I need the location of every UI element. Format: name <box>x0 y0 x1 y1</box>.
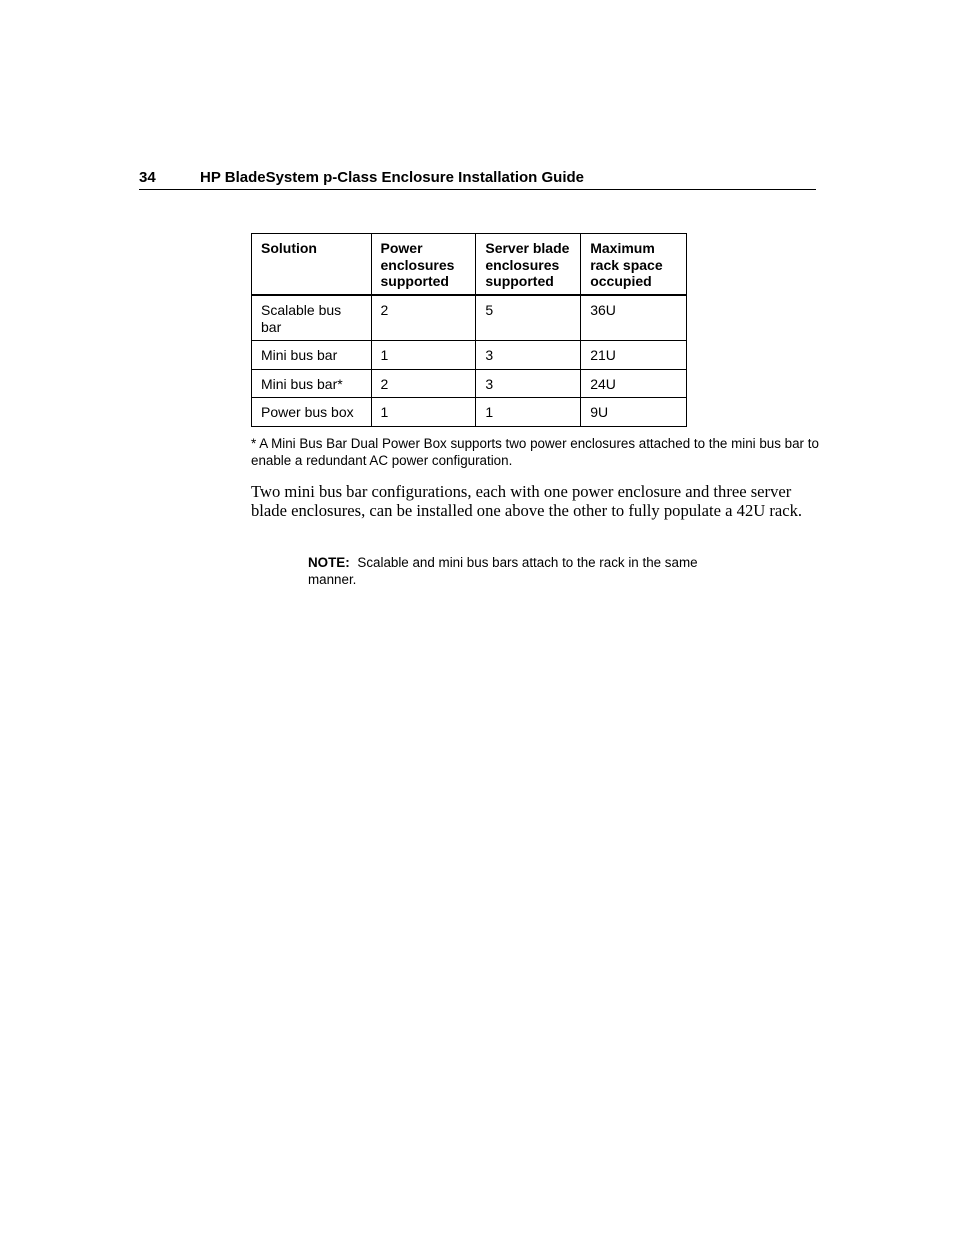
cell-solution: Mini bus bar* <box>252 369 372 398</box>
cell-max-rack-space: 21U <box>581 341 687 370</box>
column-header-max-rack-space: Maximum rack space occupied <box>581 234 687 296</box>
cell-power-enclosures: 1 <box>371 398 476 427</box>
table-row <box>252 295 687 341</box>
column-header-server-blade-enclosures: Server blade enclosures supported <box>476 234 581 296</box>
table-header-row <box>252 234 687 296</box>
cell-server-blade-enclosures: 3 <box>476 369 581 398</box>
document-title: HP BladeSystem p-Class Enclosure Installation Guide <box>200 169 585 186</box>
table-row <box>252 398 687 427</box>
note-block <box>308 554 738 588</box>
page-header <box>139 167 816 190</box>
page-number: 34 <box>139 169 156 186</box>
cell-max-rack-space: 9U <box>581 398 687 427</box>
cell-max-rack-space: 36U <box>581 295 687 341</box>
table-row <box>252 369 687 398</box>
power-solutions-table <box>251 233 687 427</box>
cell-server-blade-enclosures: 5 <box>476 295 581 341</box>
cell-power-enclosures: 1 <box>371 341 476 370</box>
cell-max-rack-space: 24U <box>581 369 687 398</box>
cell-power-enclosures: 2 <box>371 295 476 341</box>
table-footnote: * A Mini Bus Bar Dual Power Box supports two power enclosures attached to the mini bus bar to enable a redundant AC power configuration. <box>251 436 819 468</box>
cell-solution: Scalable bus bar <box>252 295 372 341</box>
table-row <box>252 341 687 370</box>
body-paragraph: Two mini bus bar configurations, each with one power enclosure and three server blade enclosures, can be installed one above the other to fully populate a 42U rack. <box>251 482 803 520</box>
cell-solution: Power bus box <box>252 398 372 427</box>
cell-power-enclosures: 2 <box>371 369 476 398</box>
note-label: NOTE: <box>308 555 350 570</box>
column-header-power-enclosures: Power enclosures supported <box>371 234 476 296</box>
cell-server-blade-enclosures: 1 <box>476 398 581 427</box>
cell-server-blade-enclosures: 3 <box>476 341 581 370</box>
note-text: Scalable and mini bus bars attach to the rack in the same manner. <box>308 555 698 587</box>
cell-solution: Mini bus bar <box>252 341 372 370</box>
column-header-solution: Solution <box>252 234 372 296</box>
